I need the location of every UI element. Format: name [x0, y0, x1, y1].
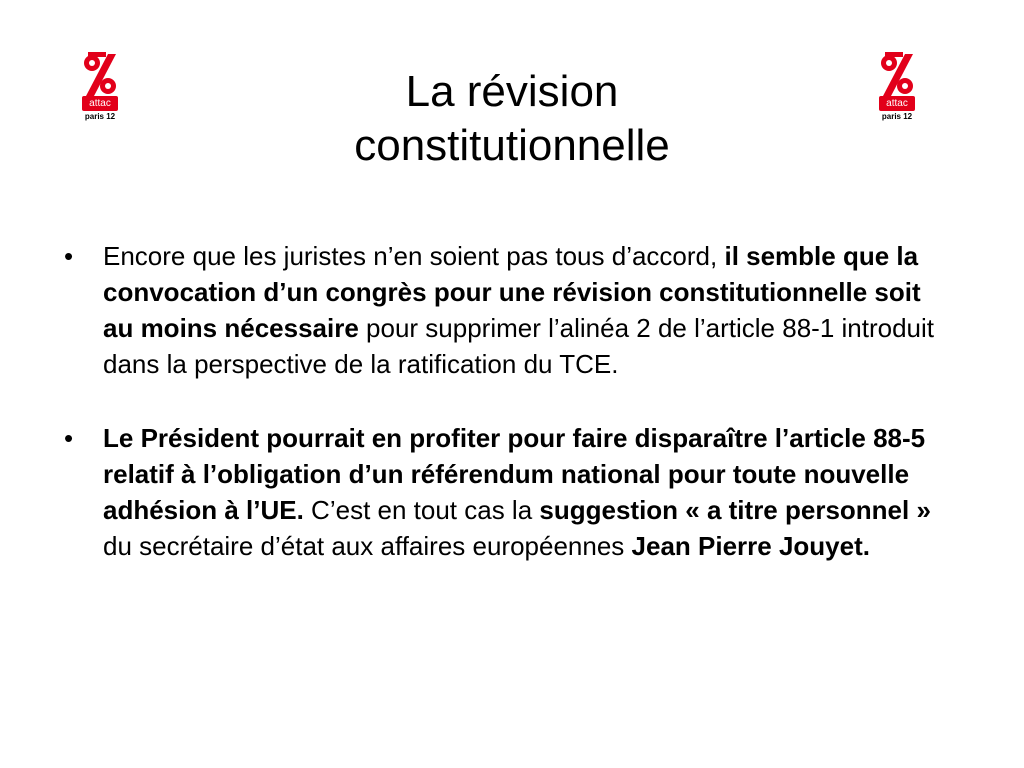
bullet-text	[103, 241, 934, 379]
text-segment-bold: Le Président pourrait en profiter pour faire disparaître l’article 88-5 relatif à l’obligation d’un référendum national pour toute nouvelle adhésion à l’UE.	[103, 423, 926, 525]
bullet-list	[56, 238, 956, 564]
percent-icon	[877, 50, 917, 102]
percent-icon	[80, 50, 120, 102]
logo-caption: paris 12	[84, 112, 116, 121]
slide-title	[212, 65, 812, 173]
bullet-item	[56, 238, 956, 382]
attac-logo-left	[72, 50, 128, 124]
text-segment: Encore que les juristes n’en soient pas tous d’accord,	[103, 241, 725, 271]
text-segment: du secrétaire d’état aux affaires européennes	[103, 531, 632, 561]
text-segment-bold: suggestion « a titre personnel »	[539, 495, 931, 525]
text-segment: C’est en tout cas la	[303, 495, 540, 525]
bullet-item	[56, 420, 956, 564]
title-line-2: constitutionnelle	[354, 121, 670, 171]
attac-logo-right	[869, 50, 925, 124]
text-segment: pour supprimer l’alinéa 2 de l’article 88-1 introduit dans la perspective de la ratification du TCE.	[103, 313, 934, 379]
bullet-text	[103, 423, 931, 561]
text-segment-bold: Jean Pierre Jouyet.	[631, 531, 870, 561]
bullet-mark: •	[64, 241, 74, 271]
attac-label: attac	[82, 96, 118, 111]
attac-label: attac	[879, 96, 915, 111]
bullet-mark: •	[64, 423, 74, 453]
logo-caption: paris 12	[881, 112, 913, 121]
text-segment-bold: il semble que la convocation d’un congrès pour une révision constitutionnelle soit au moins nécessaire	[103, 241, 921, 343]
title-line-1: La révision	[405, 67, 619, 117]
